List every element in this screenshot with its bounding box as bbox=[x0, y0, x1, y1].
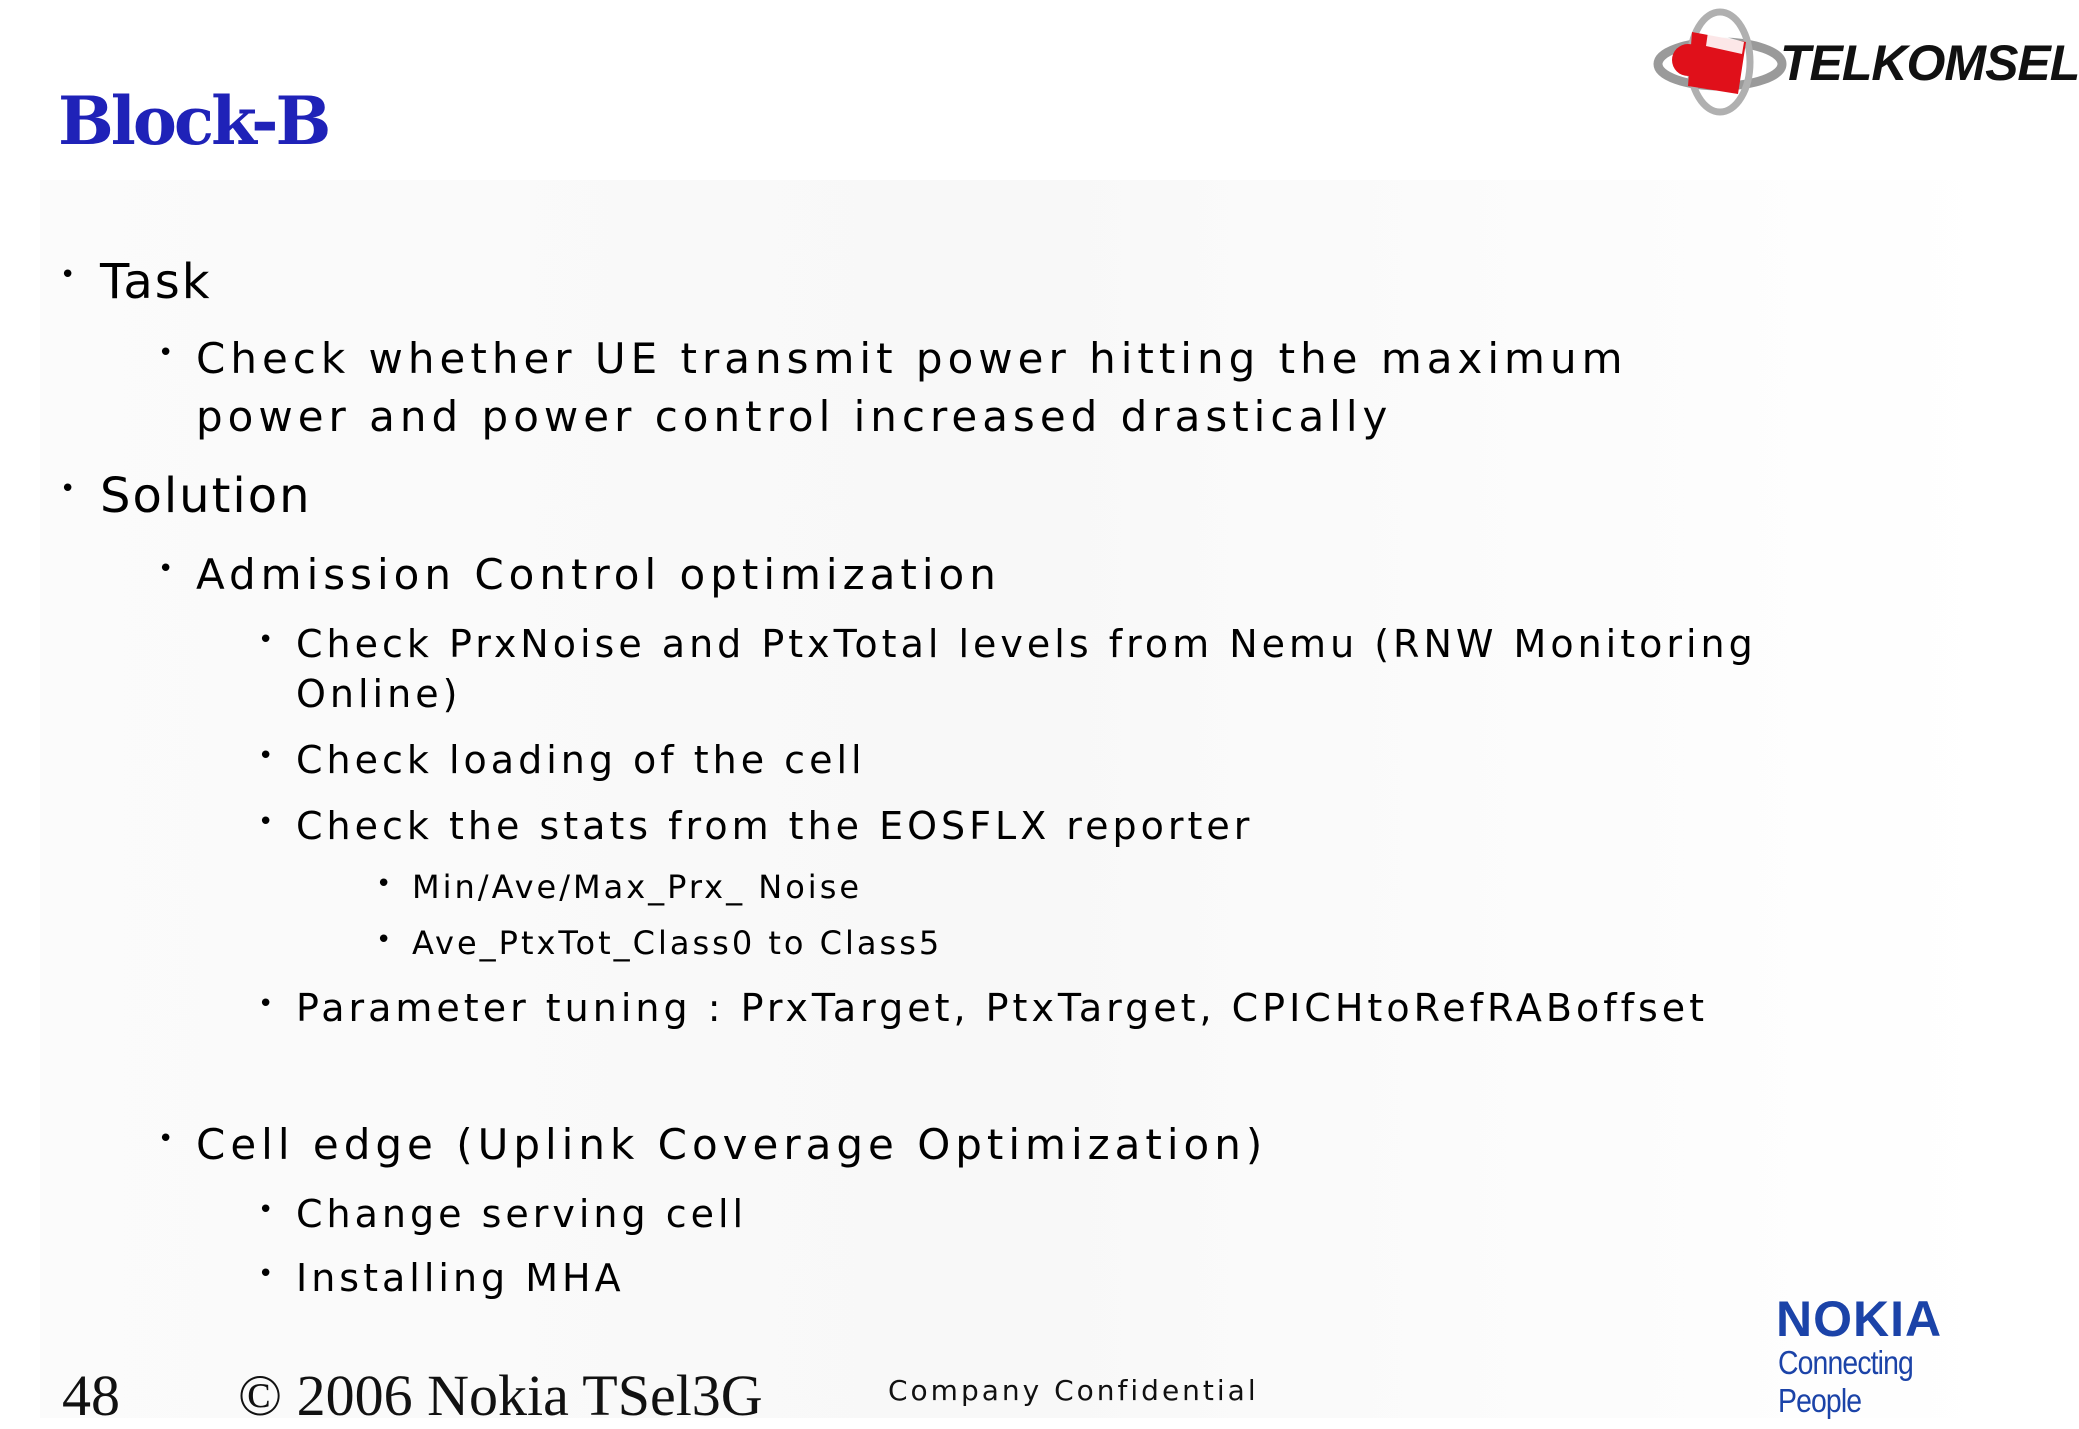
bullet-label: Task bbox=[100, 254, 212, 310]
bullet-text-line1: Check PrxNoise and PtxTotal levels from Nemu (RNW Monitoring bbox=[296, 622, 1757, 666]
bullet-text: Admission Control optimization bbox=[196, 550, 1001, 599]
bullet-dot-icon: • bbox=[258, 625, 278, 655]
slide-title: Block-B bbox=[58, 82, 329, 160]
nokia-wordmark: NOKIA bbox=[1776, 1291, 1943, 1347]
footer-copyright: © 2006 Nokia TSel3G bbox=[238, 1363, 763, 1428]
bullet-text: Min/Ave/Max_Prx_ Noise bbox=[412, 868, 863, 906]
bullet-label: Solution bbox=[100, 468, 312, 524]
bullet-dot-icon: • bbox=[258, 989, 278, 1019]
bullet-text: Check loading of the cell bbox=[296, 738, 866, 782]
bullet-text: Cell edge (Uplink Coverage Optimization) bbox=[196, 1120, 1268, 1169]
nokia-logo bbox=[1776, 1290, 2026, 1419]
bullet-text-line2: power and power control increased drastically bbox=[196, 392, 1393, 441]
bullet-text-line1: Check whether UE transmit power hitting the maximum bbox=[196, 334, 1628, 383]
page-number: 48 bbox=[62, 1363, 120, 1428]
bullet-dot-icon: • bbox=[158, 554, 179, 584]
bullet-text: Check the stats from the EOSFLX reporter bbox=[296, 804, 1254, 848]
bullet-dot-icon: • bbox=[258, 741, 278, 771]
bullet-text-line2: Online) bbox=[296, 672, 462, 716]
bullet-dot-icon: • bbox=[158, 338, 179, 368]
bullet-text: Ave_PtxTot_Class0 to Class5 bbox=[412, 924, 943, 962]
bullet-dot-icon: • bbox=[158, 1124, 179, 1154]
telkomsel-wordmark: TELKOMSEL bbox=[1780, 35, 2079, 91]
nokia-tagline: Connecting People bbox=[1778, 1344, 1913, 1419]
bullet-dot-icon: • bbox=[60, 474, 78, 504]
bullet-dot-icon: • bbox=[376, 925, 395, 955]
footer-confidential: Company Confidential bbox=[888, 1374, 1259, 1407]
bullet-dot-icon: • bbox=[376, 869, 395, 899]
bullet-text: Installing MHA bbox=[296, 1256, 625, 1300]
bullet-dot-icon: • bbox=[258, 1195, 278, 1225]
bullet-text: Parameter tuning : PrxTarget, PtxTarget, CPICHtoRefRABoffset bbox=[296, 986, 1709, 1030]
bullet-text: Change serving cell bbox=[296, 1192, 748, 1236]
bullet-dot-icon: • bbox=[258, 1259, 278, 1289]
bullet-dot-icon: • bbox=[60, 260, 78, 290]
bullet-dot-icon: • bbox=[258, 807, 278, 837]
